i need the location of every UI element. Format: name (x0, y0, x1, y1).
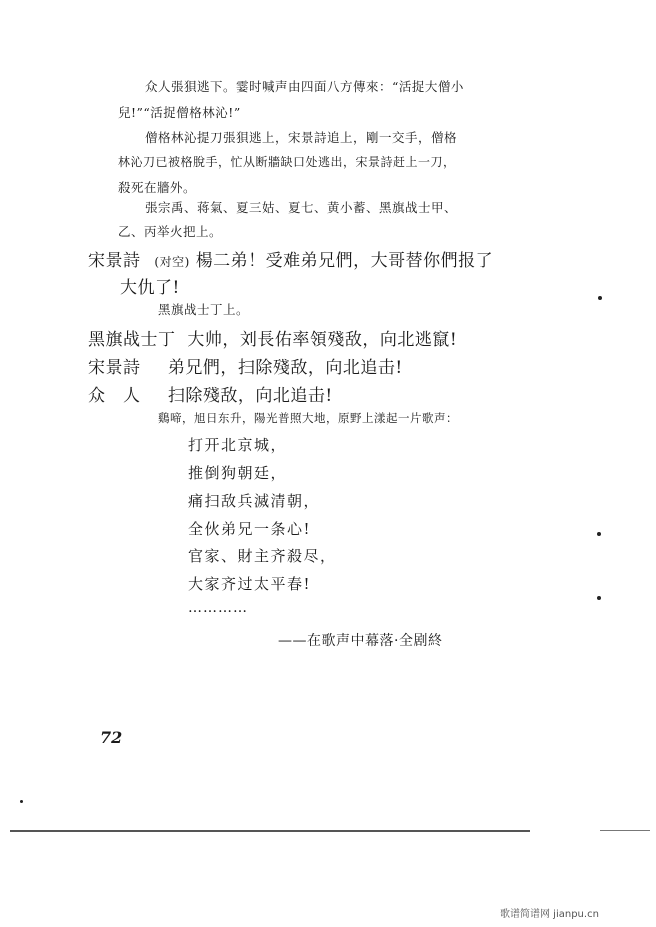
poem-line-1: 打开北京城， (188, 436, 288, 454)
poem-line-5: 官家、財主齐殺尽， (188, 547, 337, 565)
dialogue-text: 弟兄們，扫除殘敌，向北追击! (167, 358, 403, 378)
stage-direction-soldier-enters: 黑旗战士丁上。 (158, 302, 250, 317)
stage-direction-4: 鷄啼，旭日东升，陽光普照大地，原野上漾起一片歌声： (158, 411, 458, 425)
poem-line-2: 推倒狗朝廷， (188, 464, 288, 482)
watermark-text: 歌谱简谱网 jianpu.cn (500, 909, 599, 920)
speaker-name: 黑旗战士丁 (88, 330, 176, 350)
stage-direction-3-line-2: 乙、丙举火把上。 (118, 224, 223, 239)
dialogue-text: 大帅，刘長佑率領殘敌，向北逃竄! (187, 330, 458, 350)
speaker-name: 众 人 (88, 386, 141, 406)
page-number: 72 (100, 728, 123, 747)
speaker-name: 宋景詩 (88, 358, 141, 378)
stage-direction-1-line-1: 众人張狽逃下。霎时喊声由四面八方傳來：“活捉大僧小 (145, 79, 464, 94)
stage-direction-2-line-2: 林沁刀已被格脫手，忙从断牆缺口处逃出，宋景詩赶上一刀， (118, 155, 456, 169)
poem-line-4: 全伙弟兄一条心! (188, 520, 312, 538)
bottom-scan-line-right (600, 830, 650, 831)
stage-direction-2-line-1: 僧格林沁提刀張狽逃上，宋景詩追上，剛一交手，僧格 (145, 130, 458, 145)
speck-mark (597, 532, 601, 536)
dialogue-text: 扫除殘敌，向北追击! (167, 386, 333, 406)
ending-line: ——在歌声中幕落·全剧終 (278, 633, 443, 649)
dialogue-line-1-continued: 大仇了! (120, 278, 180, 298)
speck-mark (598, 296, 602, 300)
dialogue-text: 楊二弟！受难弟兄們，大哥替你們报了 (195, 251, 494, 271)
dialogue-line-1 (88, 246, 493, 271)
speaker-name: 宋景詩 (88, 251, 141, 271)
stage-direction-1-line-2: 兒!”“活捉僧格林沁!” (118, 105, 241, 120)
dialogue-line-4 (88, 381, 333, 406)
poem-line-3: 痛扫敌兵滅清朝， (188, 492, 321, 510)
poem-line-6: 大家齐过太平春! (188, 575, 312, 593)
bottom-scan-line (10, 830, 530, 832)
speck-mark (597, 596, 601, 600)
speck-mark (20, 800, 23, 803)
stage-direction-2-line-3: 殺死在牆外。 (118, 180, 197, 195)
dialogue-line-3 (88, 353, 403, 378)
stage-direction-3-line-1: 張宗禹、蒋氣、夏三姑、夏七、黄小蓄、黑旗战士甲、 (145, 200, 458, 215)
dialogue-line-2 (88, 325, 457, 350)
ellipsis-dots: ………… (188, 600, 248, 616)
stage-note: (对空) (154, 255, 190, 269)
